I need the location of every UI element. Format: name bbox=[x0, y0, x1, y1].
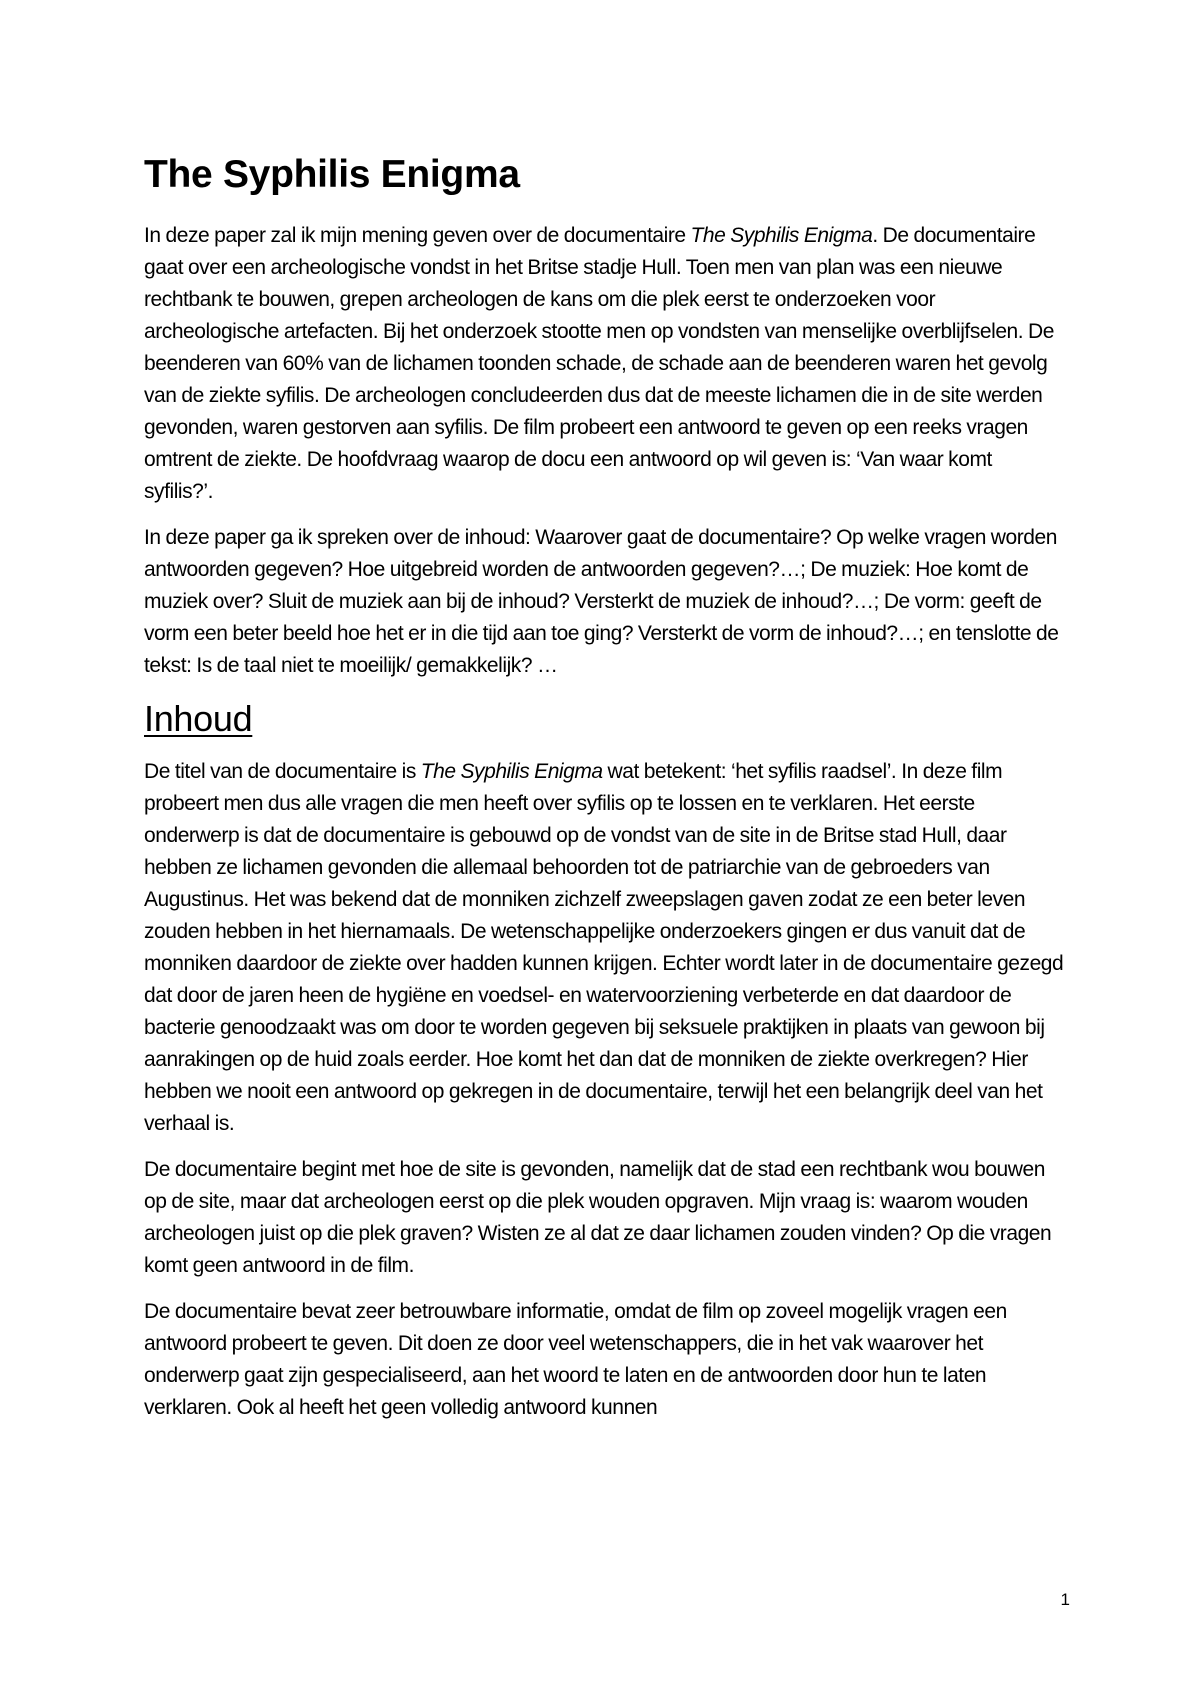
section-p1-italic-title: The Syphilis Enigma bbox=[420, 760, 603, 783]
section-paragraph-3: De documentaire bevat zeer betrouwbare informatie, omdat de film op zoveel mogelijk vragen een antwoord probeert te geven. Dit doen ze door veel wetenschappers, die in het vak waarover het onderwerp gaat zijn gespecialiseerd, aan het woord te laten en de antwoorden door hun te laten verklaren. Ook al heeft het geen volledig antwoord kunnen bbox=[144, 1300, 1007, 1419]
section-heading-inhoud: Inhoud bbox=[144, 698, 253, 739]
page-content bbox=[144, 150, 1064, 1438]
intro-p1-text-b: . De documentaire gaat over een archeologische vondst in het Britse stadje Hull. Toen men van plan was een nieuwe rechtbank te bouwen, grepen archeologen de kans om die plek eerst te onderzoeken voor archeologische artefacten. Bij het onderzoek stootte men op vondsten van menselijke overblijfselen. De beenderen van 60% van de lichamen toonden schade, de schade aan de beenderen waren het gevolg van de ziekte syfilis. De archeologen concludeerden dus dat de meeste lichamen die in de site werden gevonden, waren gestorven aan syfilis. De film probeert een antwoord te geven op een reeks vragen omtrent de ziekte. De hoofdvraag waarop de docu een antwoord op wil geven is: ‘Van waar komt syfilis?’. bbox=[144, 224, 1054, 503]
section-paragraph-2: De documentaire begint met hoe de site is gevonden, namelijk dat de stad een rechtbank wou bouwen op de site, maar dat archeologen eerst op die plek wouden opgraven. Mijn vraag is: waarom wouden archeologen juist op die plek graven? Wisten ze al dat ze daar lichamen zouden vinden? Op die vragen komt geen antwoord in de film. bbox=[144, 1158, 1052, 1277]
section-p1-text-b: wat betekent: ‘het syfilis raadsel’. In deze film probeert men dus alle vragen die men heeft over syfilis op te lossen en te verklaren. Het eerste onderwerp is dat de documentaire is gebouwd op de vondst van de site in de Britse stad Hull, daar hebben ze lichamen gevonden die allemaal behoorden tot de patriarchie van de gebroeders van Augustinus. Het was bekend dat de monniken zichzelf zweepslagen gaven zodat ze een beter leven zouden hebben in het hiernamaals. De wetenschappelijke onderzoekers gingen er dus vanuit dat de monniken daardoor de ziekte over hadden kunnen krijgen. Echter wordt later in de documentaire gezegd dat door de jaren heen de hygiëne en voedsel- en watervoorziening verbeterde en dat daardoor de bacterie genoodzaakt was om door te worden gegeven bij seksuele praktijken in plaats van gewoon bij aanrakingen op de huid zoals eerder. Hoe komt het dan dat de monniken de ziekte overkregen? Hier hebben we nooit een antwoord op gekregen in de documentaire, terwijl het een belangrijk deel van het verhaal is. bbox=[144, 760, 1064, 1135]
document-title: The Syphilis Enigma bbox=[144, 153, 520, 196]
section-paragraph-1 bbox=[144, 756, 1064, 1140]
intro-p1-text-a: In deze paper zal ik mijn mening geven over de documentaire bbox=[144, 224, 691, 247]
intro-paragraph-2: In deze paper ga ik spreken over de inhoud: Waarover gaat de documentaire? Op welke vragen worden antwoorden gegeven? Hoe uitgebreid worden de antwoorden gegeven?…; De muziek: Hoe komt de muziek over? Sluit de muziek aan bij de inhoud? Versterkt de muziek de inhoud?…; De vorm: geeft de vorm een beter beeld hoe het er in die tijd aan toe ging? Versterkt de vorm de inhoud?…; en tenslotte de tekst: Is de taal niet te moeilijk/ gemakkelijk? … bbox=[144, 526, 1059, 677]
page-number: 1 bbox=[1060, 1590, 1070, 1609]
intro-paragraph-1 bbox=[144, 220, 1064, 508]
intro-p1-italic-title: The Syphilis Enigma bbox=[690, 224, 873, 247]
section-p1-text-a: De titel van de documentaire is bbox=[144, 760, 421, 783]
